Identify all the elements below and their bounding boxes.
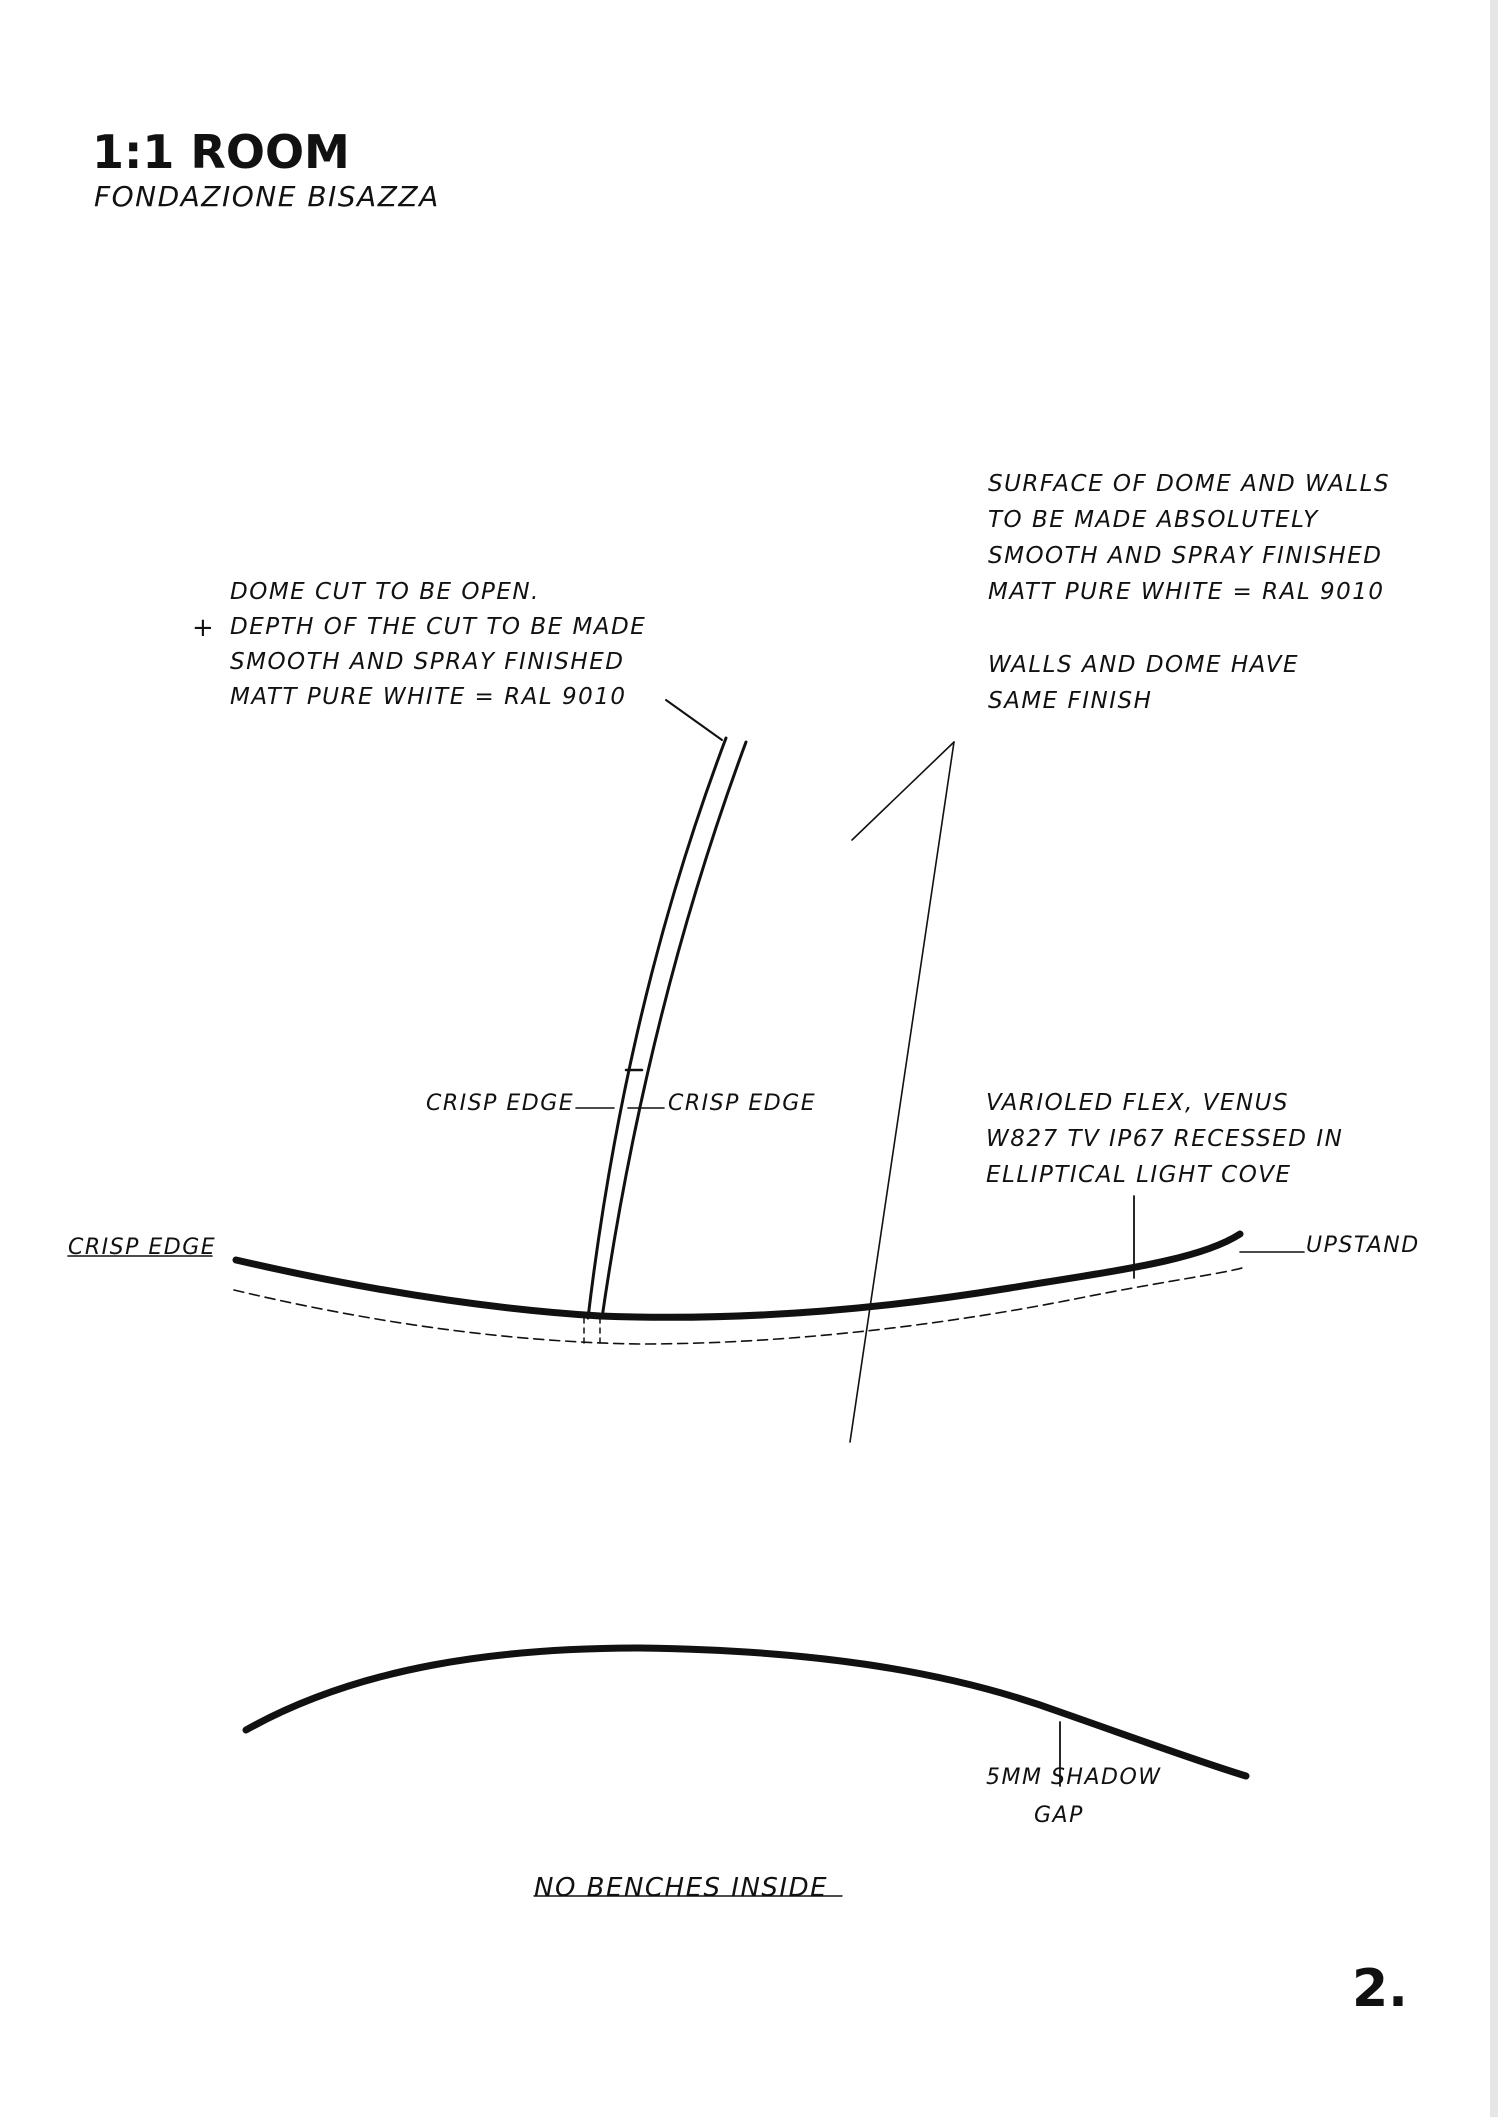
light-line-1: VARIOLED FLEX, VENUS xyxy=(986,1090,1290,1116)
crisp-edge-center-right-label: CRISP EDGE xyxy=(668,1091,817,1116)
crisp-edge-left-label: CRISP EDGE xyxy=(68,1235,217,1260)
same-finish-line-1: WALLS AND DOME HAVE xyxy=(988,652,1299,678)
shadow-gap-label-bottom: GAP xyxy=(1034,1803,1084,1828)
finish-leader-short xyxy=(852,742,954,840)
surface-line-2: TO BE MADE ABSOLUTELY xyxy=(988,507,1319,533)
floor-edge-curve xyxy=(236,1234,1240,1317)
light-cove-dashed-curve xyxy=(234,1268,1242,1344)
no-benches-note: NO BENCHES INSIDE xyxy=(534,1873,829,1903)
dome-cut-note xyxy=(192,579,646,710)
light-line-2: W827 TV IP67 RECESSED IN xyxy=(986,1126,1344,1152)
dome-cut-line-2: DEPTH OF THE CUT TO BE MADE xyxy=(230,614,647,640)
surface-line-4: MATT PURE WHITE = RAL 9010 xyxy=(988,579,1385,605)
ceiling-edge-curve xyxy=(246,1648,1246,1776)
same-finish-line-2: SAME FINISH xyxy=(988,688,1153,714)
surface-note xyxy=(988,471,1390,714)
dome-cut-marker: + xyxy=(192,613,216,643)
light-note xyxy=(986,1090,1343,1188)
shadow-gap-label-top: 5MM SHADOW xyxy=(986,1765,1162,1790)
crisp-edge-center-left-label: CRISP EDGE xyxy=(426,1091,575,1116)
surface-line-1: SURFACE OF DOME AND WALLS xyxy=(988,471,1391,497)
title-main: 1:1 ROOM xyxy=(92,125,350,179)
title-subtitle: FONDAZIONE BISAZZA xyxy=(94,180,440,213)
scan-edge-strip xyxy=(1490,0,1498,2117)
page-number: 2. xyxy=(1352,1959,1408,2019)
light-line-3: ELLIPTICAL LIGHT COVE xyxy=(986,1162,1292,1188)
dome-cut-leader xyxy=(666,700,722,740)
dome-cut-line-1: DOME CUT TO BE OPEN. xyxy=(230,579,540,605)
upstand-label: UPSTAND xyxy=(1306,1233,1420,1258)
surface-line-3: SMOOTH AND SPRAY FINISHED xyxy=(988,543,1383,569)
dome-cut-line-4: MATT PURE WHITE = RAL 9010 xyxy=(230,684,627,710)
dome-cut-inner-line xyxy=(602,742,746,1318)
finish-leader-long xyxy=(850,742,954,1442)
dome-cut-line-3: SMOOTH AND SPRAY FINISHED xyxy=(230,649,625,675)
